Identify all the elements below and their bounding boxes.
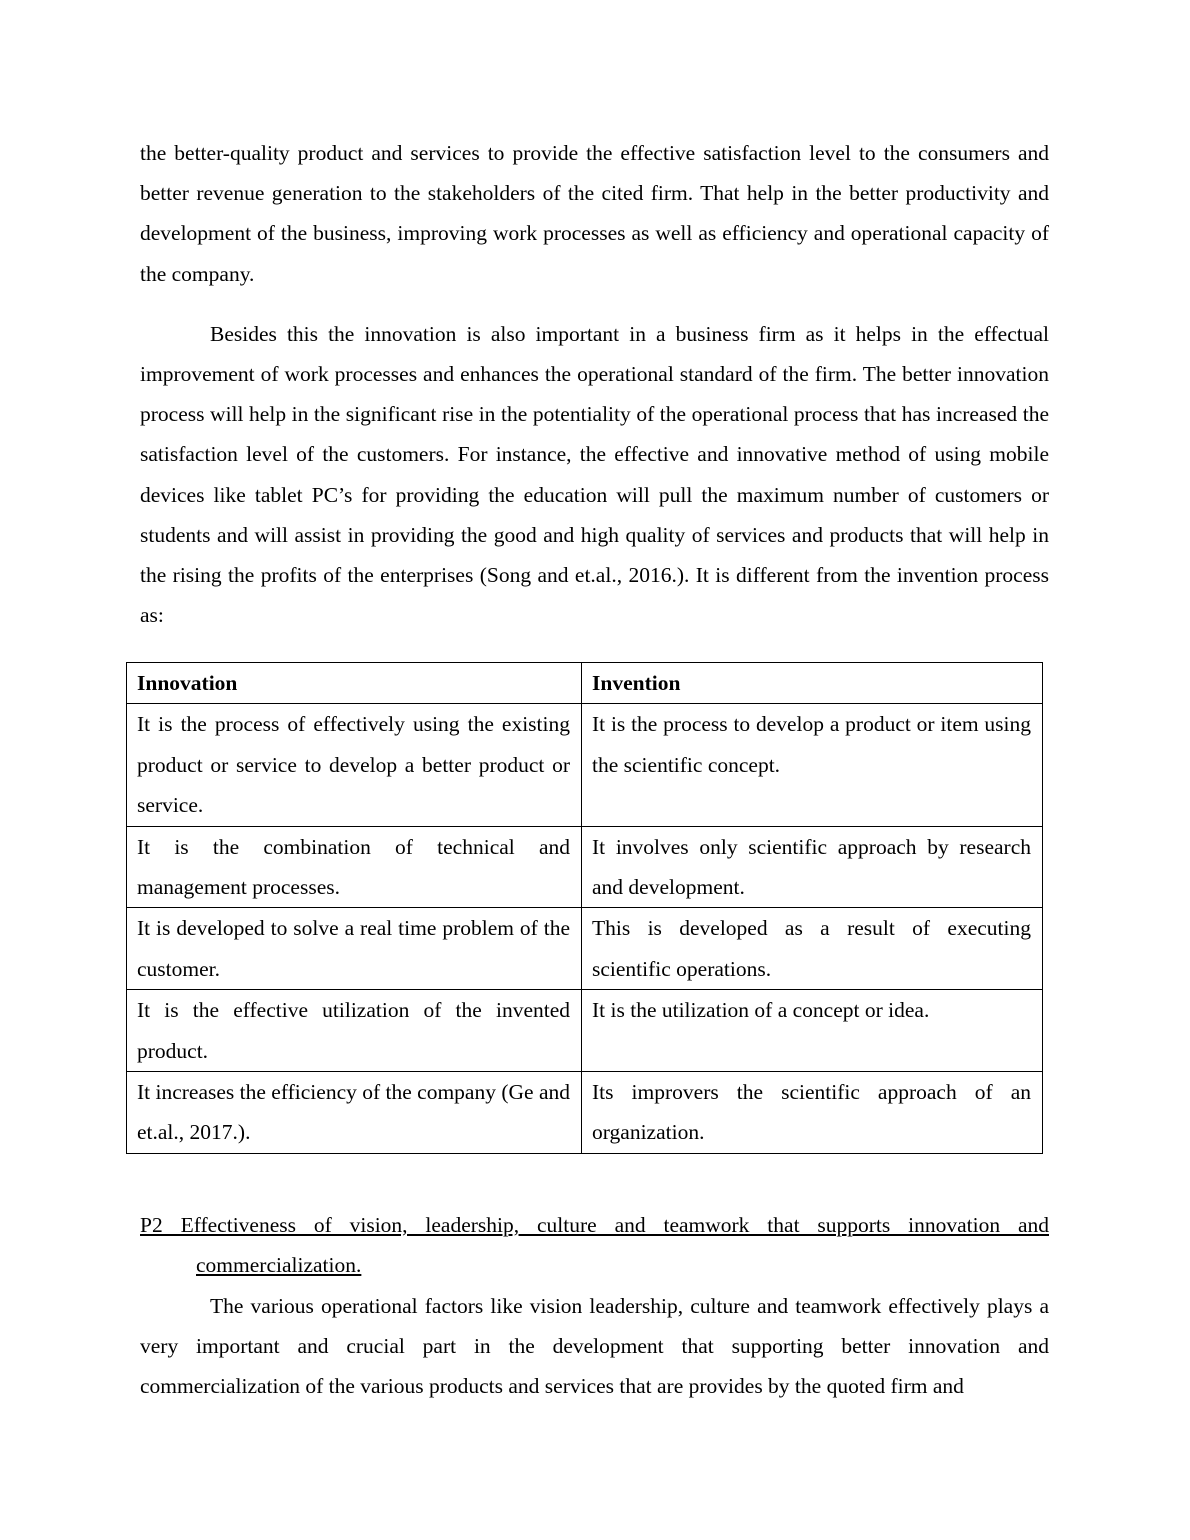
table-cell: It is the combination of technical and management processes. (127, 826, 582, 908)
section-heading-p2: P2 Effectiveness of vision, leadership, culture and teamwork that supports innovation and commercialization. (140, 1213, 1049, 1278)
table-cell: Its improvers the scientific approach of an organization. (582, 1072, 1043, 1154)
table-cell: This is developed as a result of executing scientific operations. (582, 908, 1043, 990)
table-cell: It involves only scientific approach by research and development. (582, 826, 1043, 908)
table-header-row (127, 663, 1043, 704)
table-cell: It is the utilization of a concept or idea. (582, 990, 1043, 1072)
table-header-innovation: Innovation (127, 663, 582, 704)
innovation-vs-invention-table (126, 662, 1043, 1154)
paragraph-intro: the better-quality product and services to provide the effective satisfaction level to the consumers and better revenue generation to the stakeholders of the cited firm. That help in the better productivity and development of the business, improving work processes as well as efficiency and operational capacity of the company. (140, 141, 1049, 286)
table-cell: It is the effective utilization of the invented product. (127, 990, 582, 1072)
table-row (127, 908, 1043, 990)
table-cell: It is developed to solve a real time problem of the customer. (127, 908, 582, 990)
table-cell: It increases the efficiency of the company (Ge and et.al., 2017.). (127, 1072, 582, 1154)
section-body (140, 1286, 1049, 1407)
table-cell: It is the process to develop a product or item using the scientific concept. (582, 704, 1043, 826)
table-cell: It is the process of effectively using the existing product or service to develop a better product or service. (127, 704, 582, 826)
table-header-invention: Invention (582, 663, 1043, 704)
table-row (127, 990, 1043, 1072)
document-body (140, 133, 1049, 635)
paragraph-operational-factors: The various operational factors like vision leadership, culture and teamwork effectively plays a very important and crucial part in the development that supporting better innovation and commercialization of the various products and services that are provides by the quoted firm and (140, 1294, 1049, 1399)
table-row (127, 704, 1043, 826)
table-row (127, 826, 1043, 908)
paragraph-innovation-importance: Besides this the innovation is also important in a business firm as it helps in the effectual improvement of work processes and enhances the operational standard of the firm. The better innovation process will help in the significant rise in the potentiality of the operational process that has increased the satisfaction level of the customers. For instance, the effective and innovative method of using mobile devices like tablet PC’s for providing the education will pull the maximum number of customers or students and will assist in providing the good and high quality of services and products that will help in the rising the profits of the enterprises (Song and et.al., 2016.). It is different from the invention process as: (140, 321, 1049, 628)
table-row (127, 1072, 1043, 1154)
